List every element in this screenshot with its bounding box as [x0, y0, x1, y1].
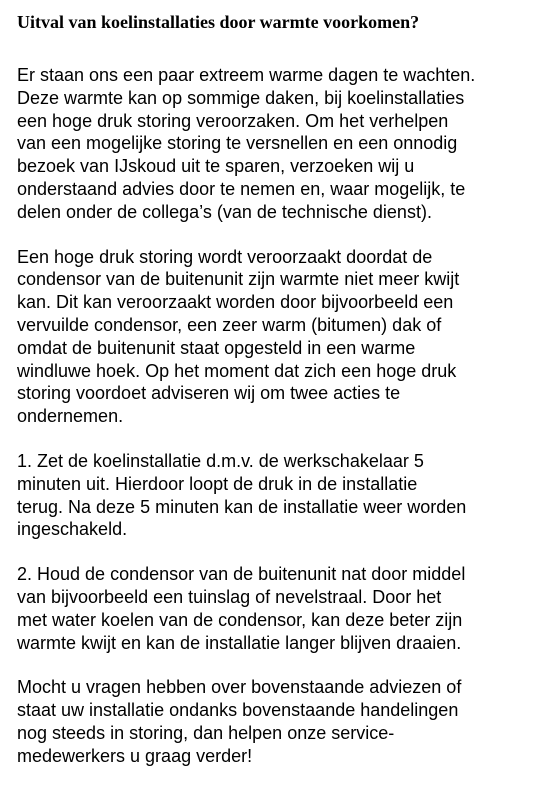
paragraph-line: van bijvoorbeeld een tuinslag of nevelstraal. Door het [17, 586, 442, 607]
paragraph-line: Mocht u vragen hebben over bovenstaande adviezen of [17, 677, 462, 698]
paragraph-line: ondernemen. [17, 406, 124, 427]
paragraph-line: 2. Houd de condensor van de buitenunit nat door middel [17, 564, 466, 585]
paragraph-line: staat uw installatie ondanks bovenstaande handelingen [17, 700, 459, 721]
paragraph-line: delen onder de collega’s (van de technische dienst). [17, 201, 432, 222]
article-title: Uitval van koelinstallaties door warmte voorkomen? [17, 12, 420, 32]
paragraph-line: terug. Na deze 5 minuten kan de installatie weer worden [17, 496, 467, 517]
paragraph-line: medewerkers u graag verder! [17, 745, 253, 766]
paragraph-line: 1. Zet de koelinstallatie d.m.v. de werkschakelaar 5 [17, 450, 424, 471]
paragraph-line: een hoge druk storing veroorzaken. Om het verhelpen [17, 110, 449, 131]
paragraph-line: minuten uit. Hierdoor loopt de druk in de installatie [17, 473, 418, 494]
paragraph-line: windluwe hoek. Op het moment dat zich een hoge druk [17, 360, 457, 381]
paragraph-line: onderstaand advies door te nemen en, waar mogelijk, te [17, 178, 466, 199]
paragraph-line: van een mogelijke storing te versnellen en een onnodig [17, 133, 458, 154]
paragraph-line: nog steeds in storing, dan helpen onze service- [17, 722, 395, 743]
paragraph-line: ingeschakeld. [17, 519, 128, 540]
paragraph-closing [17, 676, 537, 767]
article [17, 10, 537, 790]
paragraph-line: Deze warmte kan op sommige daken, bij koelinstallaties [17, 87, 465, 108]
paragraph-line: Een hoge druk storing wordt veroorzaakt doordat de [17, 246, 433, 267]
paragraph-line: kan. Dit kan veroorzaakt worden door bijvoorbeeld een [17, 292, 454, 313]
paragraph-line: condensor van de buitenunit zijn warmte niet meer kwijt [17, 269, 460, 290]
paragraph-line: bezoek van IJskoud uit te sparen, verzoeken wij u [17, 156, 415, 177]
paragraph-line: met water koelen van de condensor, kan deze beter zijn [17, 609, 463, 630]
paragraph-line: vervuilde condensor, een zeer warm (bitumen) dak of [17, 314, 442, 335]
paragraph-step-2 [17, 563, 537, 654]
paragraph-cause [17, 246, 537, 428]
paragraph-line: Er staan ons een paar extreem warme dagen te wachten. [17, 65, 476, 85]
paragraph-step-1 [17, 450, 537, 541]
paragraph-line: storing voordoet adviseren wij om twee acties te [17, 383, 401, 404]
paragraph-line: warmte kwijt en kan de installatie langer blijven draaien. [17, 632, 462, 653]
paragraph-intro [17, 64, 537, 224]
paragraph-line: omdat de buitenunit staat opgesteld in een warme [17, 337, 416, 358]
